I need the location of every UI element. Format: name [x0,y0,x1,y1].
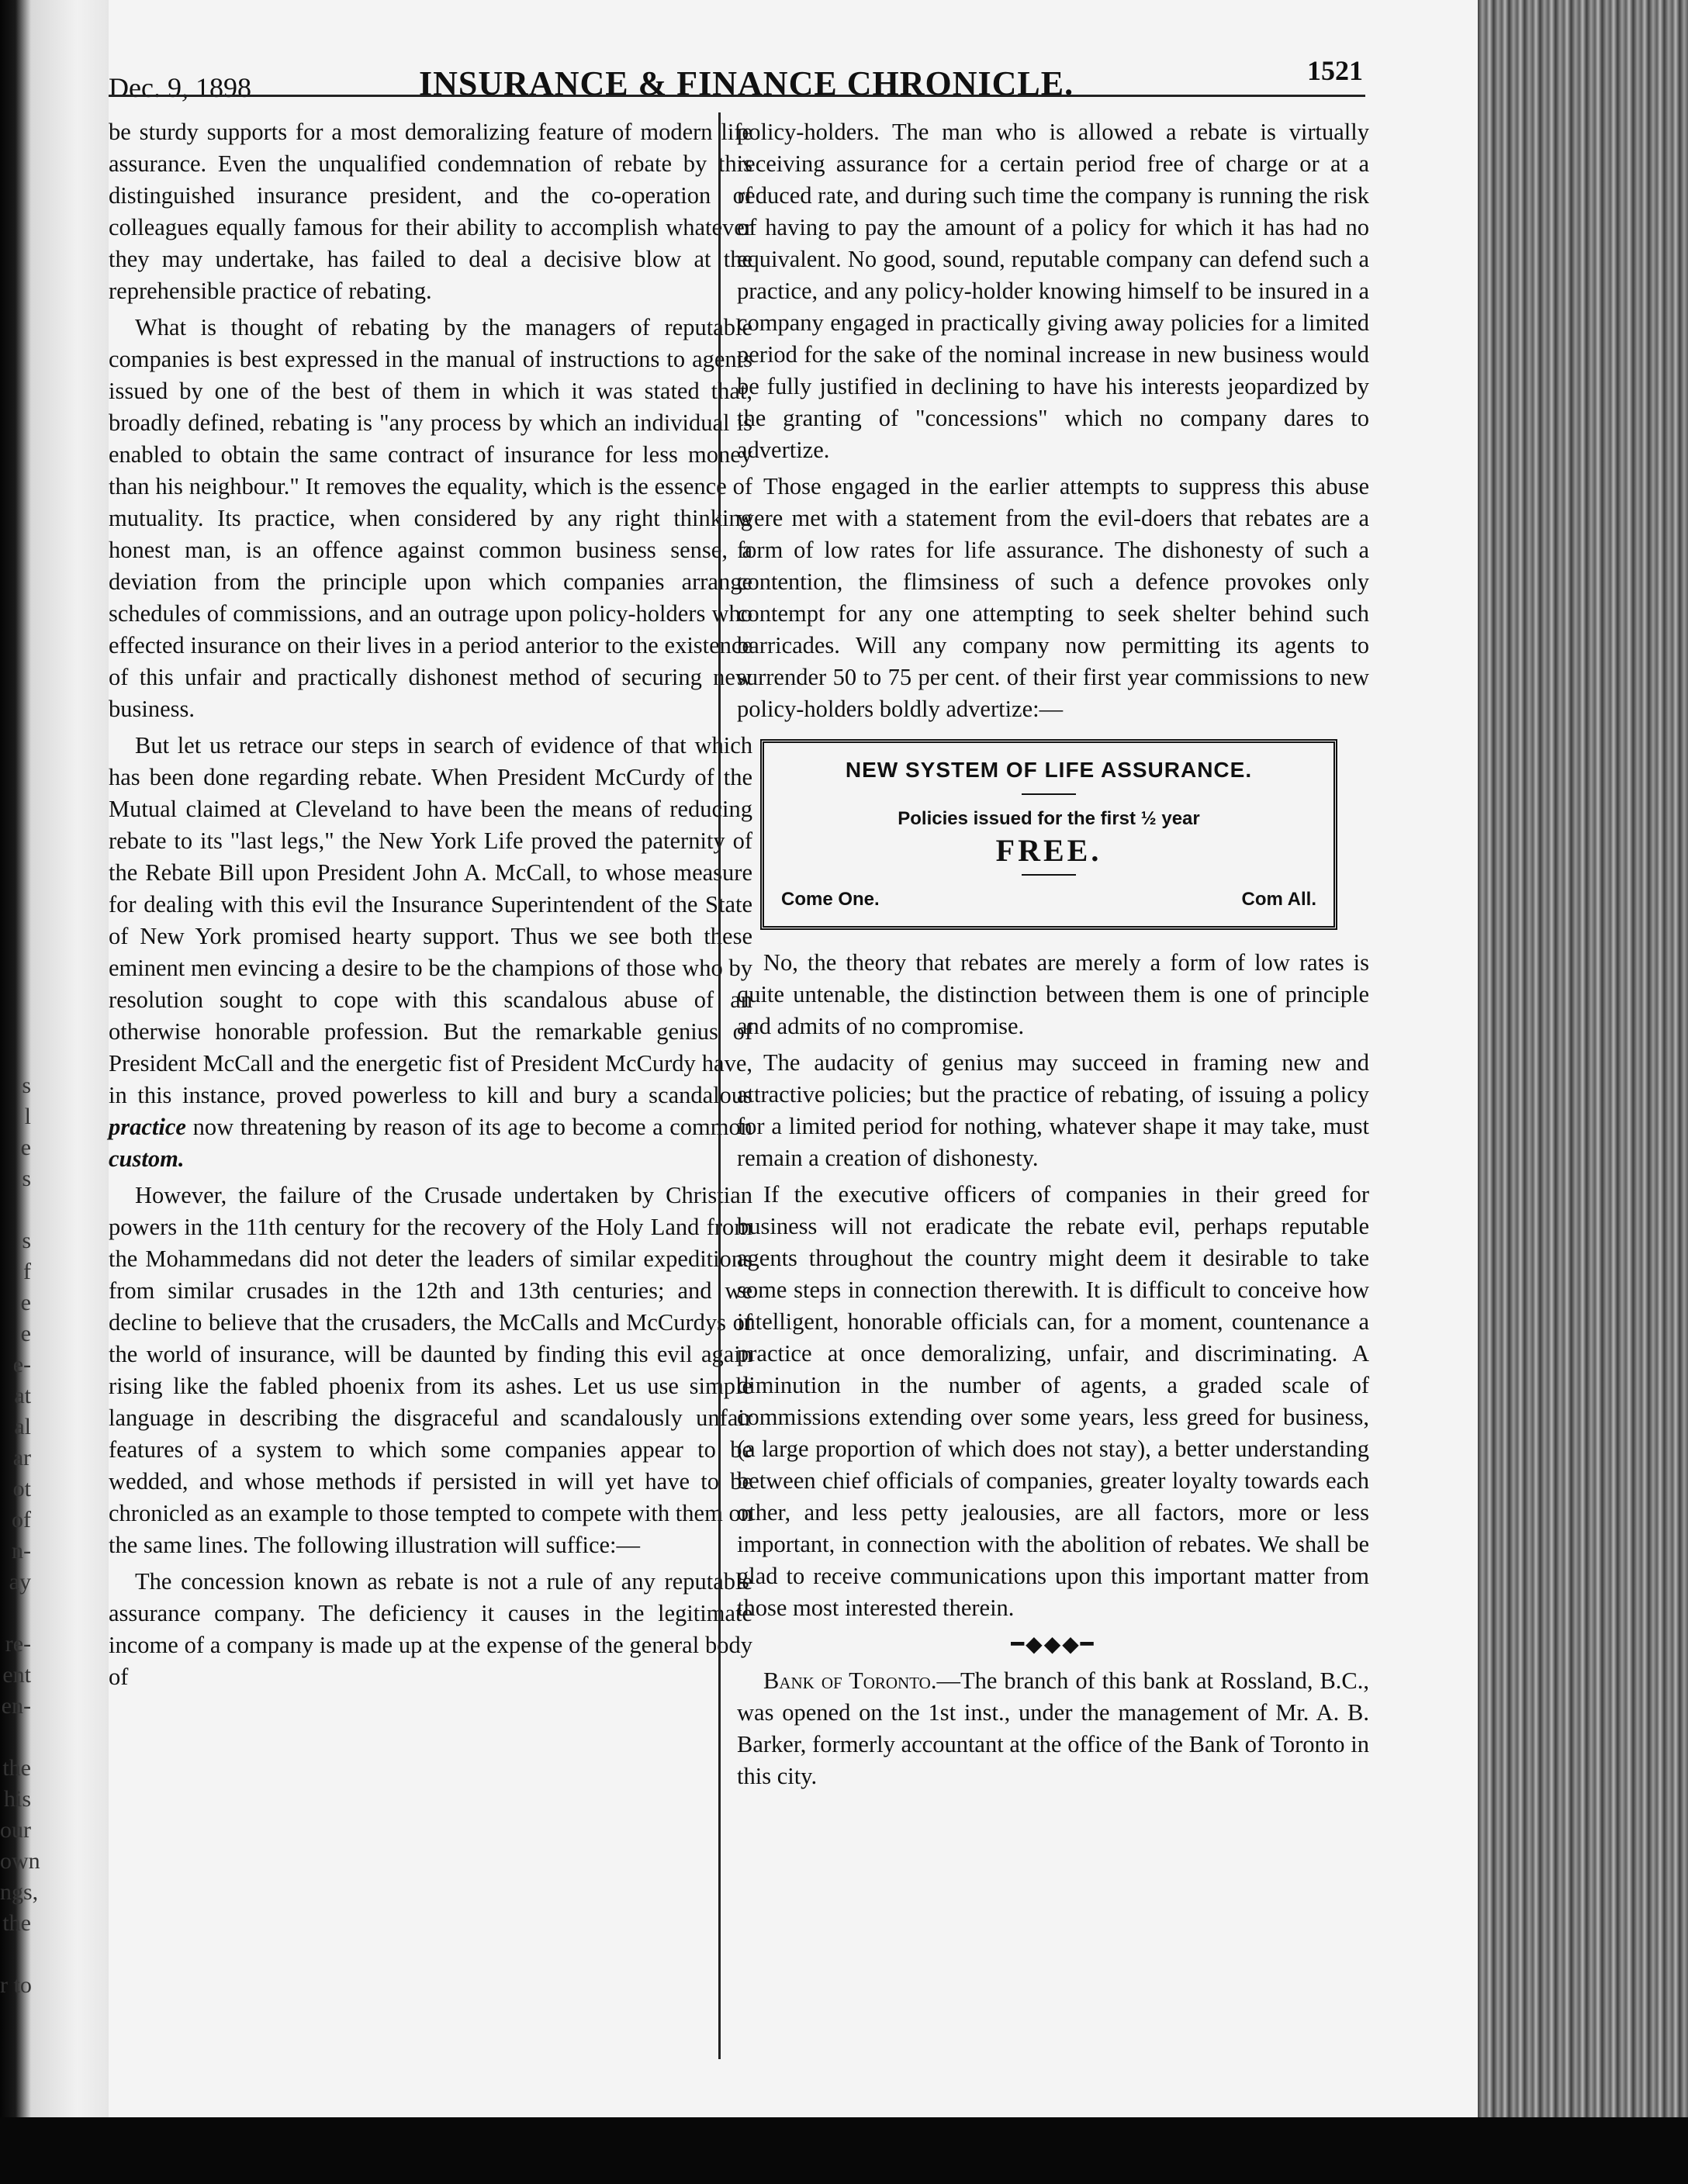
header-date: Dec. 9, 1898 [109,72,251,103]
ad-footer [781,883,1316,915]
margin-fragment: f [23,1259,31,1284]
paragraph: be sturdy supports for a most demoralizing feature of modern life assurance. Even the unqualified condemnation of rebate by this distinguished insurance president, and the co-operation of colleagues equally famous for their ability to accomplish whatever they may undertake, has failed to deal a decisive blow at the reprehensible practice of rebating. [109,119,752,304]
margin-fragment: al [14,1414,31,1439]
facing-page-fragments [0,1070,40,2001]
paragraph: The audacity of genius may succeed in framing new and attractive policies; but the practice of rebating, of issuing a policy for a limited period for nothing, whatever shape it may take, must remain a creation of dishonesty. [737,1049,1369,1171]
paragraph: What is thought of rebating by the managers of reputable companies is best expressed in the manual of instructions to agents issued by one of the best of them in which it was stated that, broadly defined, rebating is "any process by which an individual is enabled to obtain the same contract of insurance for less money than his neighbour." It removes the equality, which is the essence of mutuality. Its practice, when considered by any right thinking honest man, is an offence against common business sense, a deviation from the principle upon which companies arrange schedules of commissions, and an outrage upon policy-holders who effected insurance on their lives in a period anterior to the existence of this unfair and practically dishonest method of securing new business. [109,314,752,722]
margin-fragment [0,1194,31,1225]
ad-heading: NEW SYSTEM OF LIFE ASSURANCE. [845,758,1253,782]
header-rule [109,95,1365,97]
paragraph-text: now threatening by reason of its age to become a common [192,1114,752,1140]
paragraph: No, the theory that rebates are merely a form of low rates is quite untenable, the distinction between them is one of principle and admits of no compromise. [737,949,1369,1039]
news-item-heading: Bank of Toronto. [763,1667,937,1694]
page-number: 1521 [1307,55,1363,86]
ad-free: FREE. [995,833,1102,868]
margin-fragment: of [12,1507,31,1533]
ad-rule [1022,874,1076,876]
page [109,0,1567,2184]
margin-fragment: ot [12,1476,31,1502]
running-header [109,54,1365,109]
margin-fragment: our [0,1817,31,1843]
advertisement-box [760,739,1337,930]
book-spine [1478,0,1688,2184]
margin-fragment: en- [1,1693,31,1719]
margin-fragment: s [22,1073,31,1098]
margin-fragment: ngs, [0,1879,39,1905]
header-title: INSURANCE & FINANCE CHRONICLE. [419,64,1074,102]
margin-fragment: n- [12,1538,31,1564]
margin-fragment: e [20,1290,31,1315]
right-column [737,116,1369,1797]
margin-fragment: his [3,1786,31,1812]
paragraph: The concession known as rebate is not a rule of any reputable assurance company. The deficiency it causes in the legitimate income of a company is made up at the expense of the general body of [109,1568,752,1690]
margin-fragment: ar [12,1445,31,1470]
paragraph: If the executive officers of companies in their greed for business will not eradicate the rebate evil, perhaps reputable agents throughout the country might deem it desirable to take some steps in connection therewith. It is difficult to conceive how intelligent, honorable officials can, for a moment, countenance a practice at once demoralizing, unfair, and discriminating. A diminution in the number of agents, a graded scale of commissions extending over some years, less greed for business, (a large proportion of which does not stay), a better understanding between chief officials of companies, greater loyalty towards each other, and less petty jealousies, are all factors, more or less important, in connection with the abolition of rebates. We shall be glad to receive communications upon this important matter from those most interested therein. [737,1181,1369,1621]
margin-fragment: e [20,1321,31,1346]
ad-subheading: Policies issued for the first ½ year [898,808,1200,829]
margin-fragment: s [22,1228,31,1253]
ad-rule [1022,793,1076,795]
margin-fragment: l [24,1104,31,1129]
ad-left-text: Come One. [781,889,880,910]
left-column [109,116,752,1698]
paragraph [109,730,752,1175]
news-item-text: —The branch of this bank at Rossland, B.C., was opened on the 1st inst., under the management of Mr. A. B. Barker, formerly accountant at the office of the Bank of Toronto in this city. [737,1667,1370,1789]
paragraph: policy-holders. The man who is allowed a rebate is virtually receiving assurance for a certain period free of charge or at a reduced rate, and during such time the company is running the risk of having to pay the amount of a policy for which it has had no equivalent. No good, sound, reputable company can defend such a practice, and any policy-holder knowing himself to be insured in a company engaged in practically giving away policies for a limited period for the sake of the nominal increase in new business would be fully justified in declining to have his interests jeopardized by the granting of "concessions" which no company dares to advertize. [737,119,1369,463]
margin-fragment: s [22,1166,31,1191]
margin-fragment: e [20,1135,31,1160]
ad-right-text: Com All. [1241,889,1316,910]
margin-fragment [0,1722,31,1753]
margin-fragment: ent [2,1662,31,1688]
margin-fragment: e- [12,1352,31,1377]
margin-fragment: at [14,1383,31,1408]
emphasis-practice: practice [109,1114,186,1140]
scan-bottom-edge [0,2117,1688,2184]
margin-fragment: own [0,1848,40,1874]
section-ornament: ━◆◆◆━ [1011,1633,1095,1657]
margin-fragment: r to [0,1972,32,1998]
margin-fragment: the [2,1910,31,1936]
margin-fragment [0,1598,31,1629]
emphasis-custom: custom. [109,1146,185,1172]
margin-fragment: ay [9,1569,31,1595]
news-item [737,1665,1369,1792]
margin-fragment: the [2,1755,31,1781]
paragraph: However, the failure of the Crusade undertaken by Christian powers in the 11th century for the recovery of the Holy Land from the Mohammedans did not deter the leaders of similar expeditions from similar crusades in the 12th and 13th centuries; and we decline to believe that the crusaders, the McCalls and McCurdys of the world of insurance, will be daunted by finding this evil again rising like the fabled phoenix from its ashes. Let us use simple language in describing the disgraceful and scandalously unfair features of a system to which some companies appear to be wedded, and whose methods if persisted in will yet have to be chronicled as an example to those tempted to compete with them on the same lines. The following illustration will suffice:— [109,1182,752,1558]
margin-fragment [0,1939,31,1970]
paragraph-text: But let us retrace our steps in search of evidence of that which has been done regarding rebate. When President McCurdy of the Mutual claimed at Cleveland to have been the means of reducing rebate to its "last legs," the New York Life proved the paternity of the Rebate Bill upon President John A. McCall, to whose measure for dealing with this evil the Insurance Superintendent of the State of New York promised hearty support. Thus we see both these eminent men evincing a desire to be the champions of those who by resolution sought to cope with this scandalous abuse of an otherwise honorable profession. But the remarkable genius of President McCall and the energetic fist of President McCurdy have, in this instance, proved powerless to kill and bury a scandalous [109,732,752,1108]
column-rule [718,112,721,2059]
margin-fragment: re- [5,1631,31,1657]
paragraph: Those engaged in the earlier attempts to suppress this abuse were met with a statement from the evil-doers that rebates are a form of low rates for life assurance. The dishonesty of such a contention, the flimsiness of such a defence provokes only contempt for any one attempting to seek shelter behind such barricades. Will any company now permitting its agents to surrender 50 to 75 per cent. of their first year commissions to new policy-holders boldly advertize:— [737,473,1369,722]
